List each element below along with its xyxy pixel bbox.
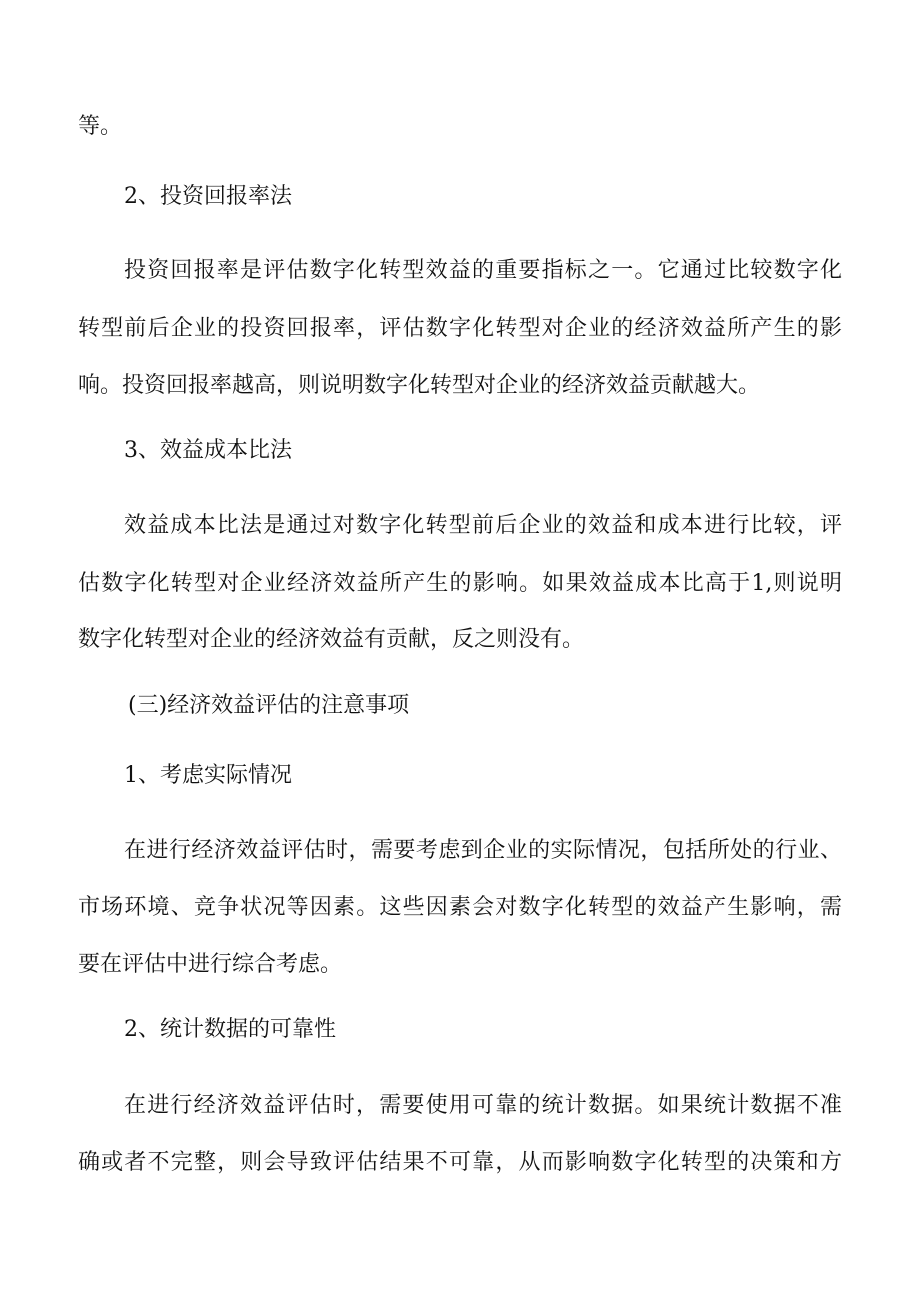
section-heading-roi: 2、投资回报率法 bbox=[124, 184, 292, 209]
paragraph-line: 效益成本比法是通过对数字化转型前后企业的效益和成本进行比较，评 bbox=[124, 513, 842, 538]
paragraph-line: 估数字化转型对企业经济效益所产生的影响。如果效益成本比高于1,则说明 bbox=[78, 571, 842, 596]
paragraph-line: 投资回报率是评估数字化转型效益的重要指标之一。它通过比较数字化 bbox=[124, 258, 842, 283]
paragraph-line: 转型前后企业的投资回报率，评估数字化转型对企业的经济效益所产生的影 bbox=[78, 316, 842, 341]
note-heading-data-reliability: 2、统计数据的可靠性 bbox=[124, 1017, 336, 1042]
paragraph-line: 确或者不完整，则会导致评估结果不可靠，从而影响数字化转型的决策和方 bbox=[78, 1150, 842, 1175]
paragraph-line: 要在评估中进行综合考虑。 bbox=[78, 952, 343, 977]
paragraph-line: 市场环境、竞争状况等因素。这些因素会对数字化转型的效益产生影响，需 bbox=[78, 895, 842, 920]
note-heading-actual-situation: 1、考虑实际情况 bbox=[124, 763, 292, 788]
paragraph-line: 在进行经济效益评估时，需要考虑到企业的实际情况，包括所处的行业、 bbox=[124, 838, 842, 863]
continuation-text: 等。 bbox=[78, 114, 123, 139]
paragraph-line: 在进行经济效益评估时，需要使用可靠的统计数据。如果统计数据不准 bbox=[124, 1093, 842, 1118]
paragraph-line: 响。投资回报率越高，则说明数字化转型对企业的经济效益贡献越大。 bbox=[78, 373, 761, 398]
paragraph-line: 数字化转型对企业的经济效益有贡献，反之则没有。 bbox=[78, 627, 585, 652]
section-heading-benefit-cost: 3、效益成本比法 bbox=[124, 438, 292, 463]
part-heading: (三)经济效益评估的注意事项 bbox=[128, 693, 410, 718]
